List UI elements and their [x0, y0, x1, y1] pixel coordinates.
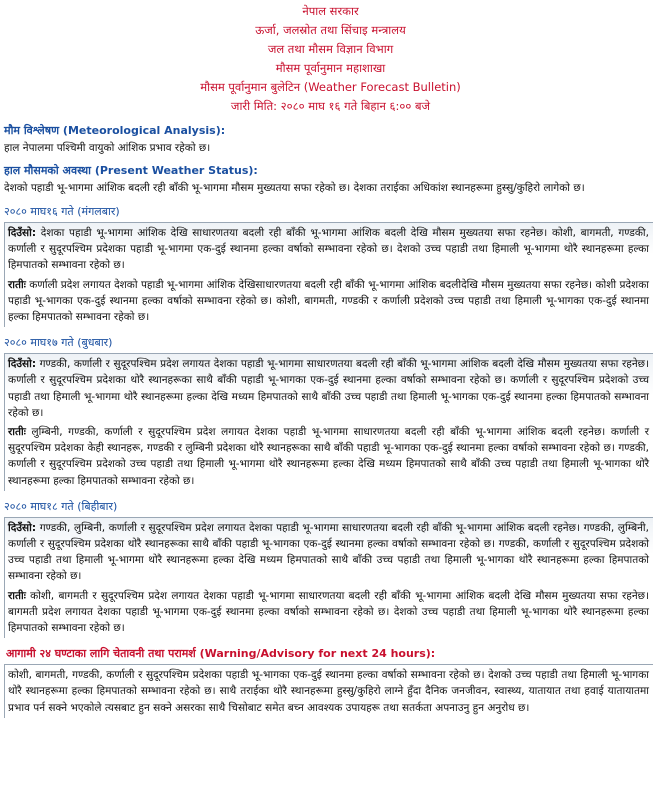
night-label: रातीः — [8, 589, 26, 602]
day2-forecast — [4, 353, 653, 491]
day2-date: २०८० माघ१७ गते (बुधबार) — [4, 336, 113, 350]
day3-daytime — [8, 520, 649, 585]
day3-night — [8, 588, 649, 637]
header-issue-date: जारी मिति: २०८० माघ १६ गते बिहान ६:०० बजे — [230, 99, 431, 113]
header-ministry: ऊर्जा, जलस्रोत तथा सिंचाइ मन्त्रालय — [255, 23, 406, 37]
daytime-label: दिउँसो: — [8, 227, 37, 239]
night-text: कर्णाली प्रदेश लगायत देशको पहाडी भू-भागमा आंशिक देखिसाधारणतया बदली रही बाँकी भू-भागमा आंशिक बदलीदेखि मौसम मुख्यतया सफा रहनेछ। कोशी प्रदेशका पहाडी भू-भागका एक-दुई स्थानमा हल्का वर्षाको सम्भावना रहेको छ। कोशी, बागमती, गण्डकी र कर्णाली प्रदेशको उच्च पहाडी तथा हिमाली भू-भागका एक-दुई स्थानमा हल्का हिमपातको सम्भावना रहेको छ। — [8, 278, 649, 324]
status-text: देशको पहाडी भू-भागमा आंशिक बदली रही बाँकी भू-भागमा मौसम मुख्यतया सफा रहेको छ। देशका तराईका अधिकांश स्थानहरूमा हुस्सु/कुहिरो लागेको छ। — [4, 182, 585, 194]
header-division: मौसम पूर्वानुमान महाशाखा — [275, 61, 386, 75]
day1-forecast — [4, 222, 653, 327]
night-label: रातीः — [8, 426, 26, 439]
day3-date: २०८० माघ१८ गते (बिहीबार) — [4, 499, 118, 513]
daytime-text: देशका पहाडी भू-भागमा आंशिक देखि साधारणतया बदली रही बाँकी भू-भागमा आंशिक बदली देखि मौसम मुख्यतया सफा रहनेछ। कोशी, बागमती, गण्डकी, कर्णाली र सुदूरपश्चिम प्रदेशका पहाडी भू-भागमा एक-दुई स्थानमा हल्का वर्षाको सम्भावना रहेको छ। देशको उच्च पहाडी तथा हिमाली भू-भागमा थोरै स्थानहरूमा हल्का हिमपातको सम्भावना रहेको छ। — [8, 227, 649, 272]
header-government: नेपाल सरकार — [302, 4, 359, 18]
day3-forecast — [4, 517, 653, 638]
daytime-text: गण्डकी, लुम्बिनी, कर्णाली र सुदूरपश्चिम प्रदेश लगायत देशका पहाडी भू-भागमा साधारणतया बदली रही बाँकी भू-भागमा आंशिक बदली रहनेछ। गण्डकी, लुम्बिनी, कर्णाली र सुदूरपश्चिम प्रदेशका थोरै स्थानहरूका साथै बाँकी पहाडी भू-भागका एक-दुई स्थानमा हल्का वर्षाको सम्भावना रहेको छ। गण्डकी, कर्णाली र सुदूरपश्चिम प्रदेशको उच्च पहाडी तथा हिमाली भू-भागमा थोरै स्थानहरूमा हल्का देखि मध्यम हिमपातको साथै बाँकी उच्च पहाडी तथा हिमाली भू-भागका थोरै स्थानहरूमा हल्का हिमपातको सम्भावना रहेको छ। — [8, 521, 649, 583]
day2-daytime — [8, 356, 649, 421]
day1-night — [8, 277, 649, 326]
night-text: लुम्बिनी, गण्डकी, कर्णाली र सुदूरपश्चिम प्रदेश लगायत देशका पहाडी भू-भागमा साधारणतया बदली रही बाँकी भू-भागमा आंशिक बदली रहनेछ। कर्णाली र सुदूरपश्चिम प्रदेशका केही स्थानहरू, गण्डकी र लुम्बिनी प्रदेशका थोरै स्थानहरूका साथै बाँकी पहाडी भू-भागका एक-दुई स्थानमा हल्का वर्षाको सम्भावना रहेको छ। गण्डकी, कर्णाली र सुदूरपश्चिम प्रदेशको उच्च पहाडी तथा हिमाली भू-भागमा थोरै स्थानहरूमा हल्का देखि मध्यम हिमपातको साथै बाँकी उच्च पहाडी तथा हिमाली भू-भागका थोरै स्थानहरूमा हल्का हिमपातको सम्भावना रहेको छ। — [8, 426, 649, 487]
night-label: रातीः — [8, 278, 26, 291]
warning-box — [4, 664, 653, 718]
analysis-text: हाल नेपालमा पश्चिमी वायुको आंशिक प्रभाव रहेको छ। — [4, 142, 211, 154]
daytime-label: दिउँसो: — [8, 358, 37, 371]
day1-date: २०८० माघ१६ गते (मंगलबार) — [4, 205, 120, 218]
bulletin-header — [0, 0, 661, 116]
bulletin-body — [0, 123, 661, 718]
header-bulletin-title: मौसम पूर्वानुमान बुलेटिन (Weather Forecast Bulletin) — [200, 80, 461, 94]
daytime-label: दिउँसो: — [8, 521, 37, 534]
header-department: जल तथा मौसम विज्ञान विभाग — [267, 42, 394, 56]
day1-daytime — [8, 225, 649, 274]
warning-text: कोशी, बागमती, गण्डकी, कर्णाली र सुदूरपश्चिम प्रदेशका पहाडी भू-भागका एक-दुई स्थानमा हल्का वर्षाको सम्भावना रहेको छ। देशको उच्च पहाडी तथा हिमाली भू-भागका थोरै स्थानहरूमा हल्का हिमपातको सम्भावना रहेको छ। साथै तराईका थोरै स्थानहरूमा हुस्सु/कुहिरो लाग्ने हुँदा दैनिक जनजीवन, स्वास्थ्य, यातायात तथा हवाई यातायातमा प्रभाव पर्न सक्ने भएकोले त्यसबाट हुन सक्ने असरका साथै चिसोबाट समेत बच्न आवश्यक उपायहरू तथा सतर्कता अपनाउनु हुन अनुरोध छ। — [8, 669, 649, 714]
analysis-heading: मौम विश्लेषण (Meteorological Analysis): — [4, 124, 226, 137]
day2-night — [8, 424, 649, 489]
night-text: कोशी, बागमती र सुदूरपश्चिम प्रदेश लगायत देशका पहाडी भू-भागमा साधारणतया बदली रही बाँकी भू-भागमा आंशिक बदली देखि मौसम मुख्यतया सफा रहनेछ। बागमती प्रदेश लगायत देशका पहाडी भू-भागमा एक-दुई स्थानमा हल्का वर्षाको सम्भावना रहेको छ। देशको उच्च पहाडी तथा हिमाली भू-भागका थोरै स्थानहरूमा हल्का हिमपातको सम्भावना रहेको छ। — [8, 589, 649, 635]
status-heading: हाल मौसमको अवस्था (Present Weather Status): — [4, 164, 258, 177]
daytime-text: गण्डकी, कर्णाली र सुदूरपश्चिम प्रदेश लगायत देशका पहाडी भू-भागमा साधारणतया बदली रही बाँकी भू-भागमा आंशिक बदली देखि मौसम मुख्यतया सफा रहनेछ। कर्णाली र सुदूरपश्चिम प्रदेशका थोरै स्थानहरूका साथै बाँकी पहाडी भू-भागका एक-दुई स्थानमा हल्का वर्षाको सम्भावना रहेको छ। कर्णाली र सुदूरपश्चिम प्रदेशको उच्च पहाडी तथा हिमाली भू-भागमा थोरै स्थानहरूमा हल्का देखि मध्यम हिमपातको साथै बाँकी उच्च पहाडी तथा हिमाली भू-भागका एक-दुई स्थानमा हल्का हिमपातको सम्भावना रहेको छ। — [8, 358, 649, 419]
warning-heading: आगामी २४ घण्टाका लागि चेतावनी तथा परामर्श (Warning/Advisory for next 24 hours): — [6, 647, 436, 661]
